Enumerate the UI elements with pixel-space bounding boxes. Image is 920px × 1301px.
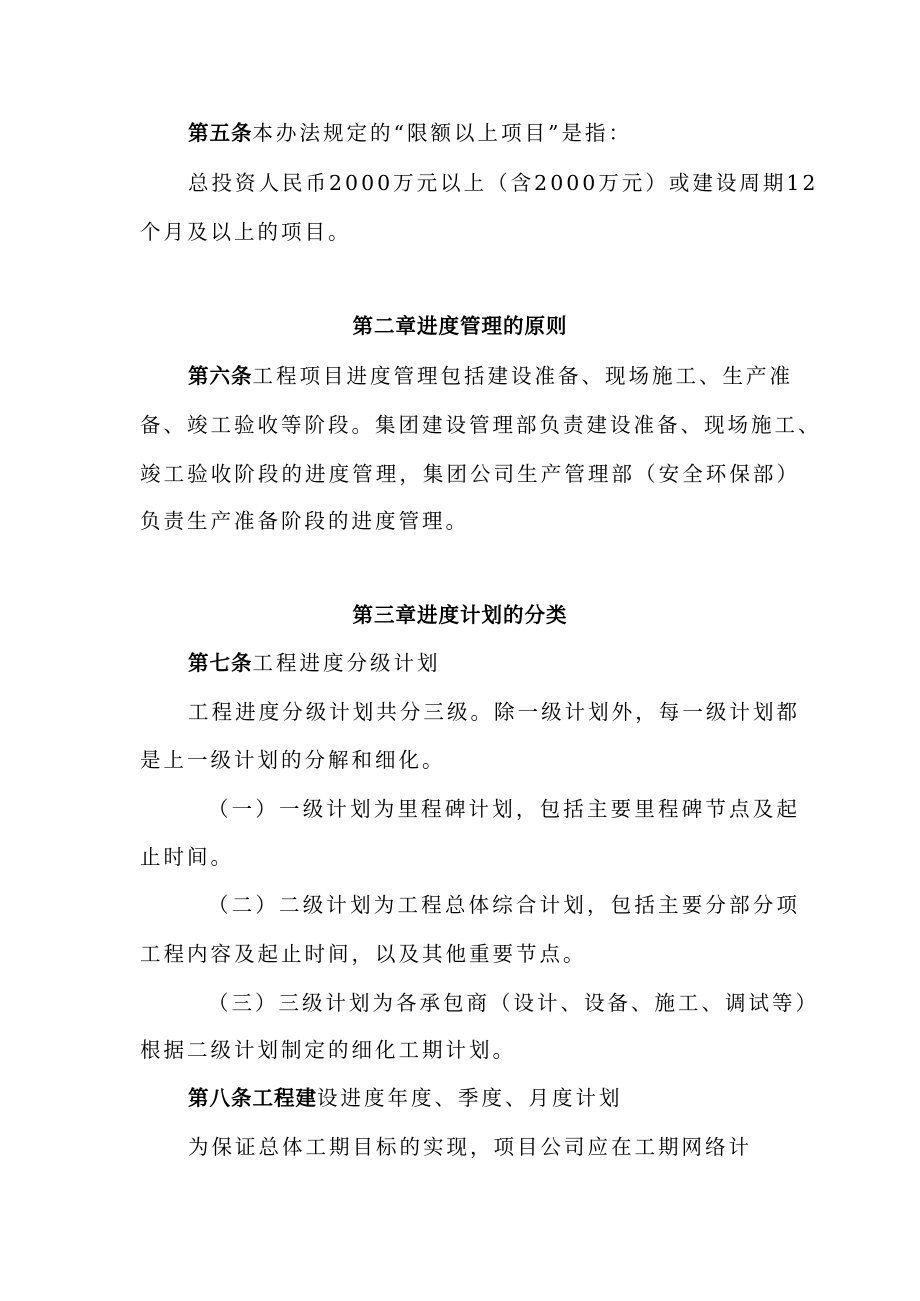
article-7-paragraph-line-1: 工程进度分级计划共分三级。除一级计划外，每一级计划都: [188, 700, 800, 724]
article-6-text-1: 工程项目进度管理包括建设准备、现场施工、生产准: [252, 364, 793, 388]
article-7-item-2-line-1: （二）二级计划为工程总体综合计划，包括主要分部分项: [208, 893, 800, 917]
article-7-heading: [140, 648, 800, 678]
article-5-paragraph-line-1: 总投资人民币2000万元以上（含2000万元）或建设周期12: [188, 171, 819, 195]
article-6-line-1: [140, 361, 800, 391]
article-7-label: 第七条: [188, 651, 253, 675]
article-6-label: 第六条: [188, 364, 253, 388]
article-7-item-3-line-2: 根据二级计划制定的细化工期计划。: [140, 1038, 516, 1062]
article-5-label: 第五条: [188, 121, 253, 145]
article-8-paragraph-line-1: 为保证总体工期目标的实现，项目公司应在工期网络计: [188, 1135, 752, 1159]
article-8-heading: [140, 1083, 800, 1113]
article-7-item-1-line-2: 止时间。: [140, 845, 234, 869]
article-7-title: 工程进度分级计划: [252, 651, 441, 675]
article-5-paragraph-line-2: 个月及以上的项目。: [140, 220, 352, 244]
article-8-title: 设进度年度、季度、月度计划: [317, 1086, 623, 1110]
article-7-item-1-line-1: （一）一级计划为里程碑计划，包括主要里程碑节点及起: [208, 797, 800, 821]
article-7-item-3-line-1: （三）三级计划为各承包商（设计、设备、施工、调试等）: [208, 991, 819, 1015]
article-8-label: 第八条工程建: [188, 1086, 317, 1110]
chapter-3-heading: 第三章进度计划的分类: [352, 603, 568, 627]
article-6-line-4: 负责生产准备阶段的进度管理。: [140, 509, 469, 533]
article-5-heading: [140, 118, 800, 148]
article-7-paragraph-line-2: 是上一级计划的分解和细化。: [140, 748, 446, 772]
chapter-2-heading: 第二章进度管理的原则: [352, 314, 568, 338]
article-7-item-2-line-2: 工程内容及起止时间，以及其他重要节点。: [140, 942, 587, 966]
article-6-line-2: 备、竣工验收等阶段。集团建设管理部负责建设准备、现场施工、: [140, 413, 822, 437]
article-5-text: 本办法规定的“限额以上项目”是指：: [252, 121, 632, 145]
article-6-line-3: 竣工验收阶段的进度管理，集团公司生产管理部（安全环保部）: [140, 462, 800, 486]
